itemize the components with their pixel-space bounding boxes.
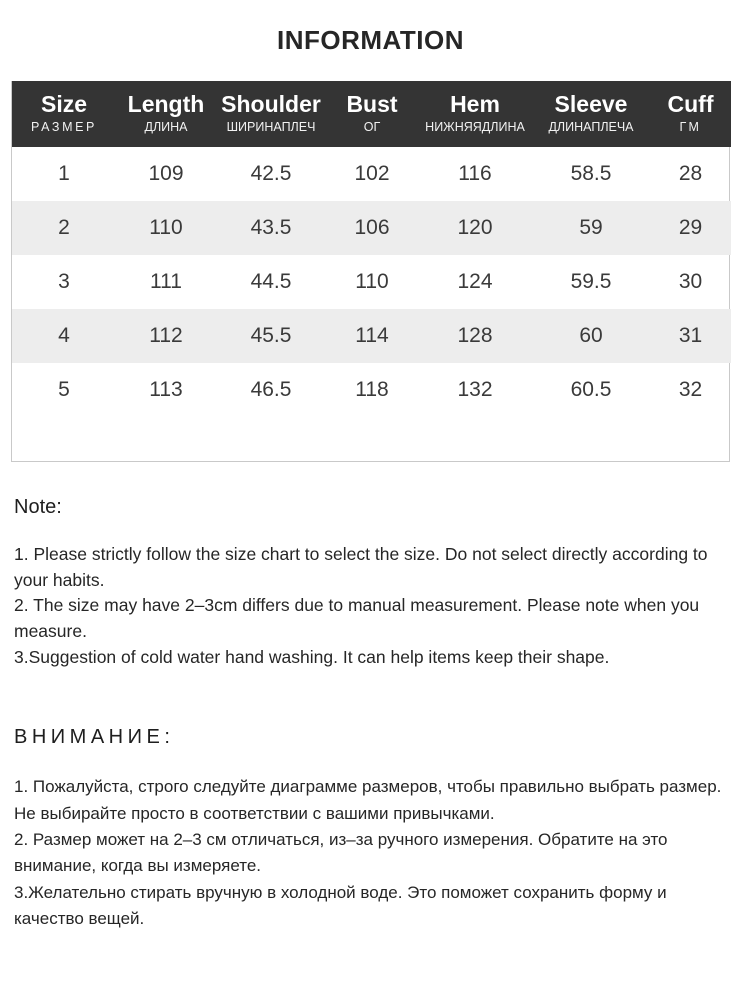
- cell-shoulder: 42.5: [250, 161, 292, 185]
- cell-sleeve: 58.5: [570, 161, 612, 185]
- column-header-length-en: Length: [127, 90, 205, 117]
- table-header: [12, 81, 731, 147]
- cell-cuff: 28: [678, 161, 703, 185]
- cell-shoulder: 46.5: [250, 377, 292, 401]
- table-row: [12, 309, 731, 363]
- cell-spacer: [116, 417, 216, 461]
- cell-length: 109: [148, 161, 184, 185]
- cell-sleeve: 59: [532, 201, 650, 255]
- cell-shoulder: 45.5: [216, 309, 326, 363]
- size-chart-table-container: [11, 81, 730, 462]
- cell-length: 111: [150, 269, 182, 293]
- note-item: 1. Пожалуйста, строго следуйте диаграмме размеров, чтобы правильно выбрать размер. Не выбирайте просто в соответствии с вашими привычками.: [14, 777, 722, 823]
- column-header-sleeve: [532, 81, 650, 147]
- column-header-hem-en: Hem: [450, 90, 500, 117]
- cell-size: 4: [12, 309, 116, 363]
- cell-bust: 114: [326, 309, 418, 363]
- column-header-cuff-ru: ГМ: [679, 120, 702, 135]
- note-item: 2. Размер может на 2–3 см отличаться, из–за ручного измерения. Обратите на это внимание, когда вы измеряете.: [14, 830, 668, 876]
- cell-size: 2: [12, 201, 116, 255]
- cell-cuff: 31: [650, 309, 731, 363]
- table-spacer-row: [12, 417, 731, 461]
- notes-english-list: [14, 542, 727, 671]
- column-header-hem: [418, 81, 532, 147]
- cell-size: 1: [58, 161, 70, 185]
- notes-russian-block: [14, 726, 727, 932]
- page-title: INFORMATION: [277, 25, 464, 55]
- cell-shoulder: 44.5: [250, 269, 292, 293]
- cell-spacer: [650, 417, 731, 461]
- cell-sleeve: 60.5: [570, 377, 612, 401]
- cell-cuff: 32: [678, 377, 703, 401]
- notes-english-heading: Note:: [14, 495, 62, 518]
- cell-length: 112: [116, 309, 216, 363]
- notes-section: [14, 496, 727, 933]
- cell-sleeve: 59.5: [570, 269, 612, 293]
- cell-hem: 120: [418, 201, 532, 255]
- column-header-bust-en: Bust: [346, 90, 398, 117]
- column-header-hem-ru: НИЖНЯЯДЛИНА: [425, 120, 525, 135]
- cell-length: 113: [149, 377, 183, 401]
- cell-length: 110: [116, 201, 216, 255]
- notes-russian-list: [14, 774, 727, 932]
- table-row: [12, 255, 731, 309]
- cell-bust: 102: [354, 161, 390, 185]
- column-header-sleeve-ru: ДЛИНАПЛЕЧА: [548, 120, 634, 135]
- note-item: 3.Желательно стирать вручную в холодной воде. Это поможет сохранить форму и качество вещей.: [14, 882, 667, 929]
- notes-russian-heading: ВНИМАНИЕ:: [14, 726, 175, 749]
- table-header-row: [12, 81, 731, 147]
- cell-hem: 128: [418, 309, 532, 363]
- cell-bust: 110: [355, 269, 389, 293]
- note-item: 3.Suggestion of cold water hand washing. It can help items keep their shape.: [14, 646, 610, 667]
- column-header-bust-ru: ОГ: [363, 120, 381, 135]
- cell-sleeve: 60: [532, 309, 650, 363]
- cell-bust: 106: [326, 201, 418, 255]
- cell-size: 5: [58, 377, 70, 401]
- column-header-size-en: Size: [40, 90, 88, 117]
- column-header-length: [116, 81, 216, 147]
- column-header-shoulder-ru: ШИРИНАПЛЕЧ: [226, 120, 316, 135]
- cell-bust: 118: [355, 377, 389, 401]
- column-header-sleeve-en: Sleeve: [554, 90, 628, 117]
- cell-hem: 132: [457, 377, 493, 401]
- cell-spacer: [12, 417, 116, 461]
- cell-shoulder: 43.5: [216, 201, 326, 255]
- table-row: [12, 201, 731, 255]
- column-header-cuff: [650, 81, 731, 147]
- table-row: [12, 363, 731, 417]
- cell-cuff: 30: [678, 269, 703, 293]
- note-item: 2. The size may have 2–3cm differs due to manual measurement. Please note when you measure.: [14, 595, 700, 641]
- table-body: [12, 147, 731, 461]
- cell-hem: 116: [458, 161, 492, 185]
- note-item: 1. Please strictly follow the size chart to select the size. Do not select directly according to your habits.: [14, 543, 708, 590]
- notes-english-block: [14, 496, 727, 671]
- cell-hem: 124: [457, 269, 493, 293]
- column-header-cuff-en: Cuff: [667, 90, 714, 117]
- cell-spacer: [532, 417, 650, 461]
- column-header-bust: [326, 81, 418, 147]
- table-row: [12, 147, 731, 201]
- cell-size: 3: [58, 269, 70, 293]
- column-header-size: [12, 81, 116, 147]
- cell-spacer: [418, 417, 532, 461]
- column-header-length-ru: ДЛИНА: [144, 120, 188, 135]
- cell-cuff: 29: [650, 201, 731, 255]
- column-header-shoulder: [216, 81, 326, 147]
- cell-spacer: [216, 417, 326, 461]
- cell-spacer: [326, 417, 418, 461]
- size-chart-table: [12, 81, 731, 461]
- column-header-shoulder-en: Shoulder: [221, 90, 321, 117]
- column-header-size-ru: РАЗМЕР: [31, 120, 97, 135]
